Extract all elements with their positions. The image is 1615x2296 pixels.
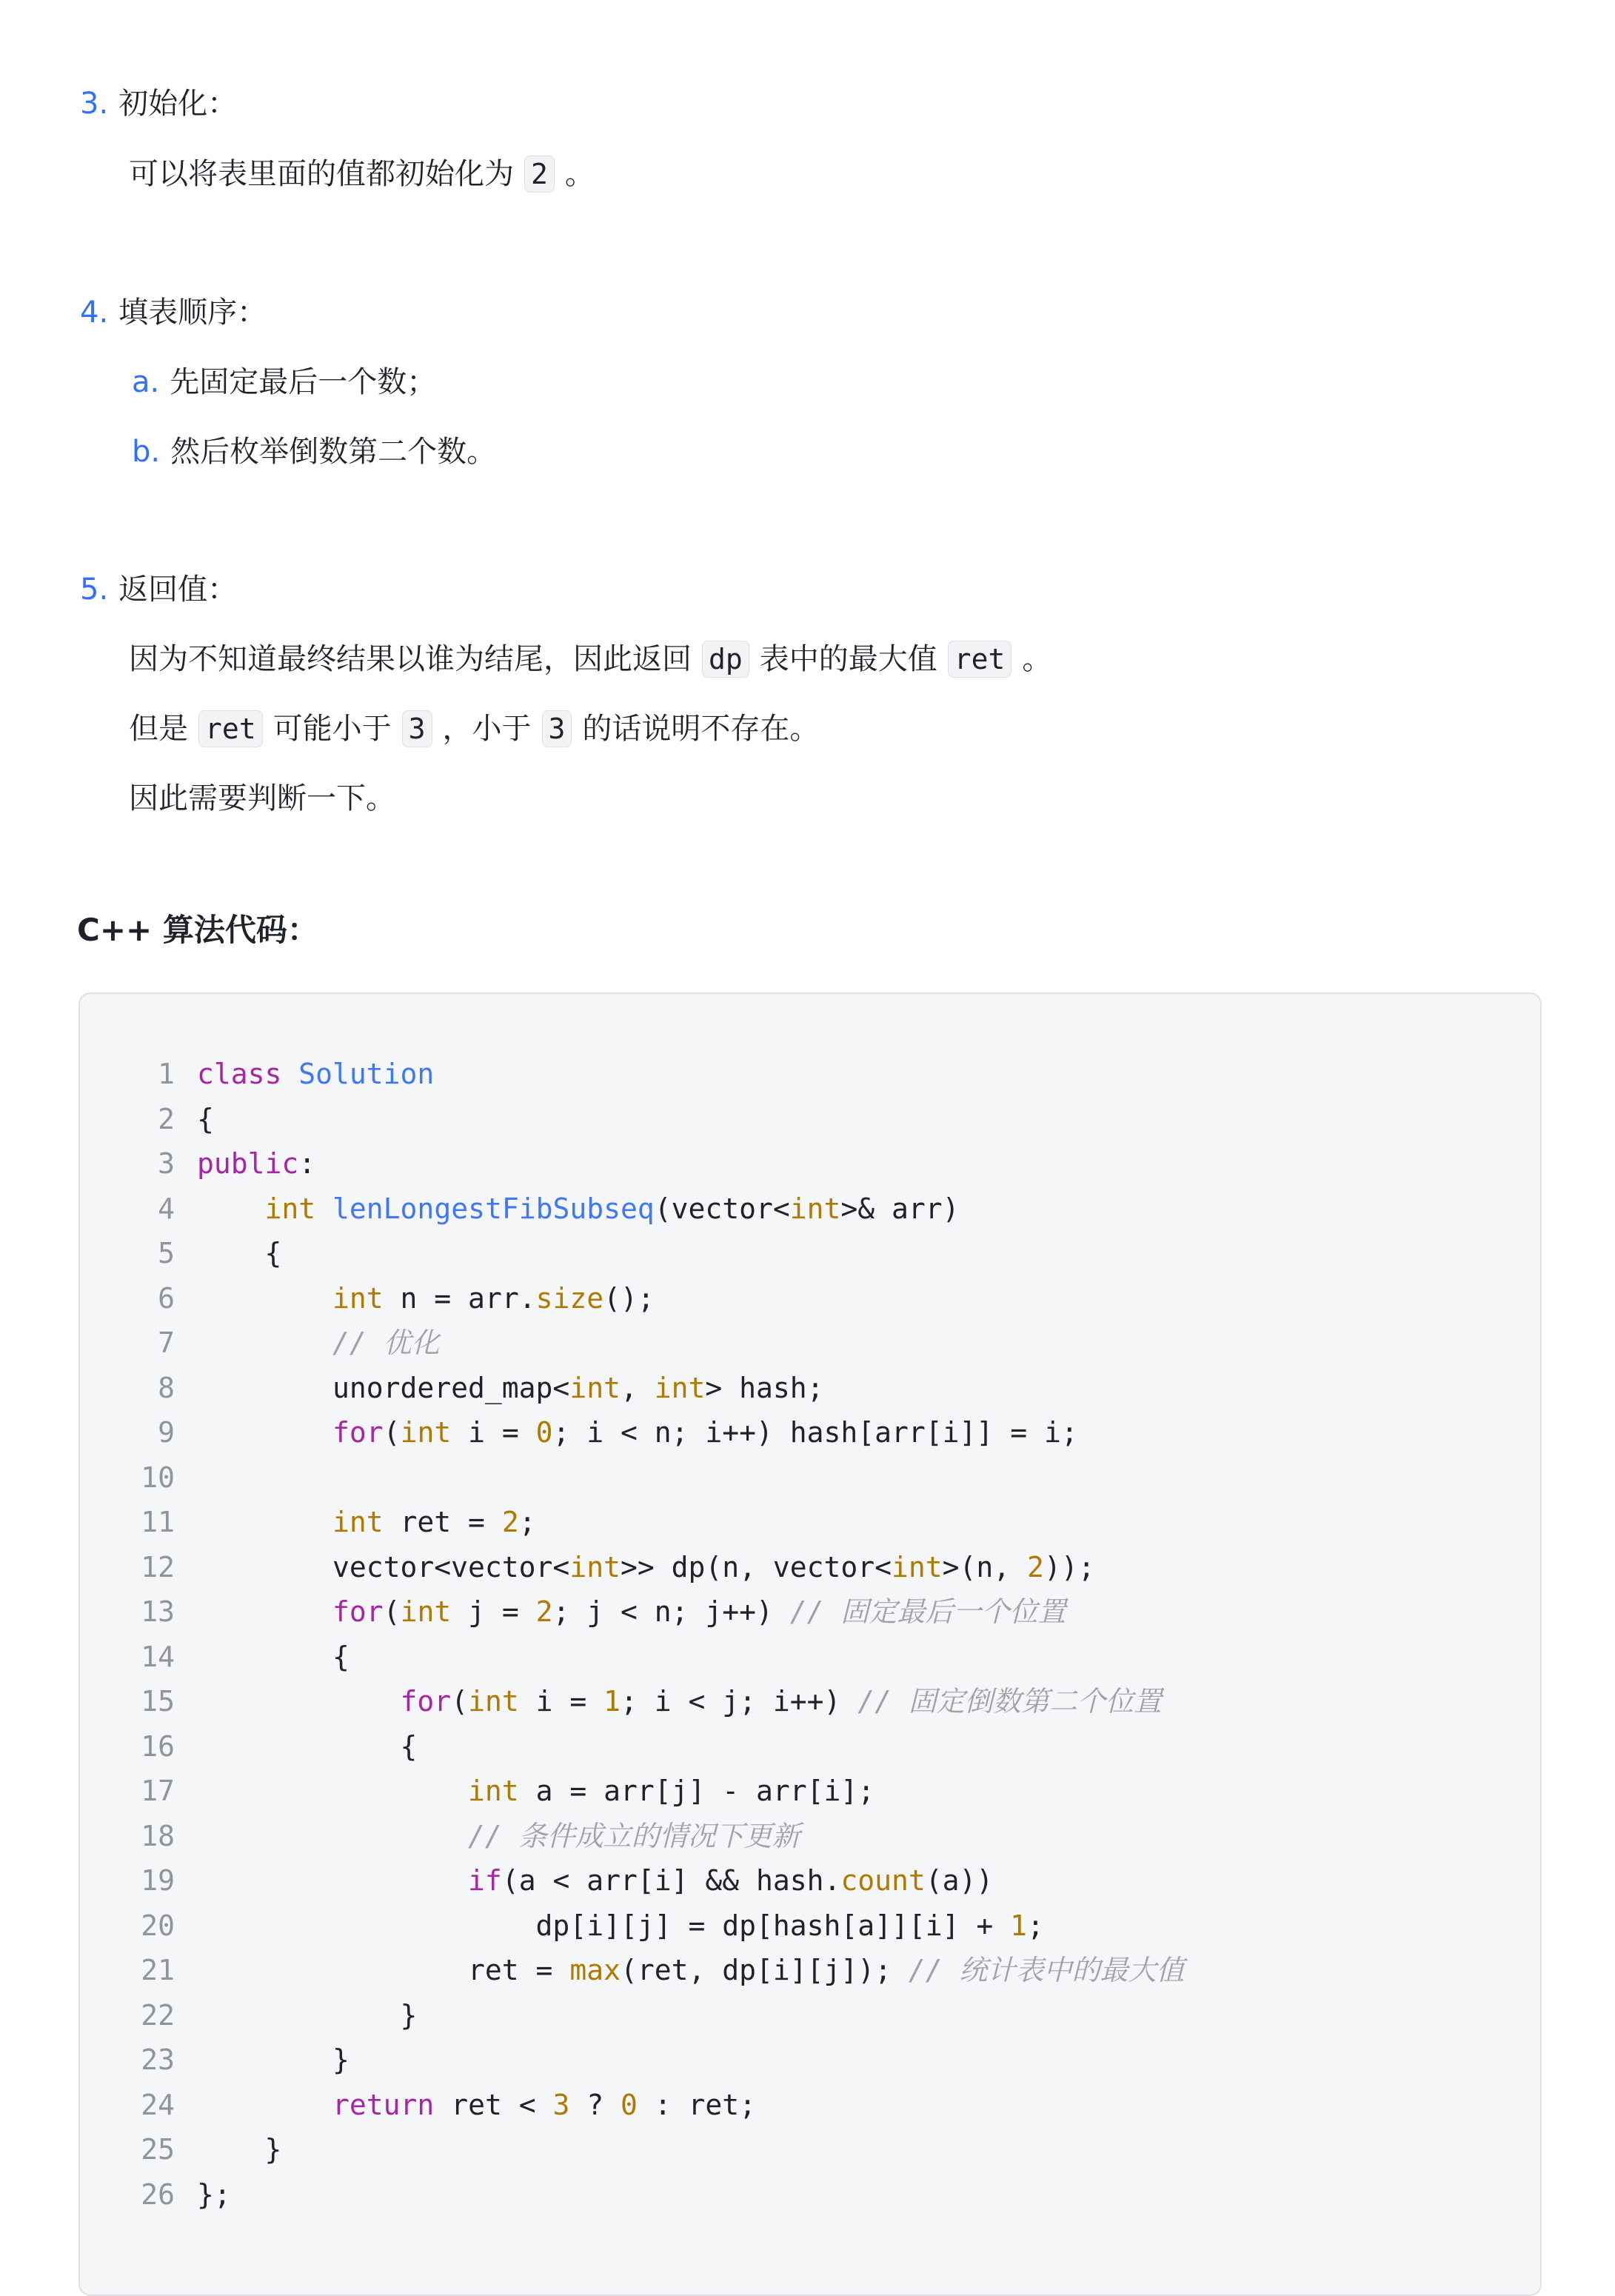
step-5-title	[80, 567, 237, 612]
line-number: 5	[158, 1237, 175, 1269]
line-number: 13	[141, 1595, 175, 1628]
code-text: int n = arr.size();	[332, 1281, 655, 1315]
text-segment: 的话说明不存在。	[582, 712, 820, 746]
code-text: if(a < arr[i] && hash.count(a))	[468, 1864, 994, 1897]
code-text: }	[197, 2133, 282, 2166]
step-3-text	[129, 152, 595, 196]
code-block[interactable]	[78, 992, 1542, 2296]
sub-b-letter: b.	[132, 435, 161, 469]
line-number: 9	[158, 1416, 175, 1449]
step-5-number: 5.	[80, 573, 109, 607]
code-text: for(int i = 1; i < j; i++) // 固定倒数第二个位置	[400, 1685, 1162, 1718]
step-5-line-2	[129, 707, 819, 751]
sub-b-text: 然后枚举倒数第二个数。	[170, 435, 497, 469]
inline-code: 3	[402, 710, 432, 747]
line-number: 26	[141, 2177, 175, 2211]
code-text: // 优化	[332, 1326, 440, 1359]
code-text: };	[197, 2177, 231, 2211]
step-4-heading: 填表顺序：	[118, 296, 267, 330]
line-number: 14	[141, 1640, 175, 1673]
text-segment: ，小于	[442, 712, 532, 746]
code-text: for(int j = 2; j < n; j++) // 固定最后一个位置	[332, 1595, 1066, 1628]
line-number: 17	[141, 1775, 175, 1807]
code-text: int lenLongestFibSubseq(vector<int>& arr)	[264, 1192, 960, 1225]
line-number: 4	[158, 1192, 175, 1225]
line-number: 20	[141, 1909, 175, 1942]
text-segment: 可以将表里面的值都初始化为	[129, 157, 514, 191]
text-segment: 。	[1022, 642, 1052, 676]
line-number: 18	[141, 1819, 175, 1852]
line-number: 22	[141, 1998, 175, 2032]
line-number: 25	[141, 2133, 175, 2166]
text-segment: 因为不知道最终结果以谁为结尾，因此返回	[129, 642, 692, 676]
line-number: 15	[141, 1685, 175, 1718]
line-number: 8	[158, 1371, 175, 1404]
code-text: ret = max(ret, dp[i][j]); // 统计表中的最大值	[197, 1954, 1185, 1986]
step-4-number: 4.	[80, 296, 109, 330]
code-text: for(int i = 0; i < n; i++) hash[arr[i]] = i;	[332, 1416, 1078, 1449]
text-segment: 因此需要判断一下。	[129, 781, 395, 815]
text-segment: 但是	[129, 712, 188, 746]
code-text: int a = arr[j] - arr[i];	[468, 1775, 875, 1807]
code-text: class Solution	[197, 1058, 435, 1090]
line-number: 3	[158, 1147, 175, 1180]
inline-code: 2	[524, 156, 555, 193]
code-text: return ret < 3 ? 0 : ret;	[332, 2088, 757, 2121]
step-3-title	[80, 81, 237, 126]
code-text: {	[197, 1102, 214, 1135]
sub-a-letter: a.	[132, 365, 160, 399]
inline-code: 3	[542, 710, 572, 747]
code-text: public:	[197, 1147, 316, 1180]
line-number: 2	[158, 1102, 175, 1135]
code-text: dp[i][j] = dp[hash[a]][i] + 1;	[197, 1909, 1044, 1942]
line-number: 11	[141, 1506, 175, 1538]
step-5-heading: 返回值：	[118, 573, 238, 607]
line-number: 16	[141, 1729, 175, 1763]
line-number: 24	[141, 2088, 175, 2121]
line-number: 23	[141, 2043, 175, 2076]
step-5-line-3	[129, 776, 395, 821]
code-text: }	[197, 1998, 418, 2032]
step-4-title	[80, 290, 267, 335]
text-segment: 可能小于	[272, 712, 392, 746]
inline-code: ret	[198, 710, 263, 747]
step-3-heading: 初始化：	[118, 87, 238, 121]
inline-code: dp	[702, 641, 749, 678]
code-heading: C++ 算法代码：	[77, 912, 318, 948]
line-number: 12	[141, 1550, 175, 1583]
step-4-sub-a	[132, 360, 436, 404]
inline-code: ret	[948, 641, 1012, 678]
step-4-sub-b	[132, 430, 496, 474]
line-number: 7	[158, 1326, 175, 1359]
code-text: {	[197, 1237, 282, 1269]
line-number: 21	[141, 1954, 175, 1986]
line-number: 19	[141, 1864, 175, 1897]
line-number: 10	[141, 1461, 175, 1494]
text-segment: 。	[564, 157, 595, 191]
code-text: {	[197, 1640, 350, 1673]
line-number: 1	[158, 1058, 175, 1090]
step-5-line-1	[129, 637, 1051, 681]
code-text: vector<vector<int>> dp(n, vector<int>(n, 2));	[197, 1550, 1095, 1583]
line-number: 6	[158, 1281, 175, 1315]
text-segment: 表中的最大值	[759, 642, 937, 676]
code-text: {	[197, 1729, 418, 1763]
step-3-number: 3.	[80, 87, 109, 121]
code-text: // 条件成立的情况下更新	[468, 1819, 800, 1852]
sub-a-text: 先固定最后一个数；	[170, 365, 437, 399]
code-text: }	[197, 2043, 350, 2076]
code-text: unordered_map<int, int> hash;	[197, 1371, 824, 1404]
code-text: int ret = 2;	[332, 1506, 536, 1538]
